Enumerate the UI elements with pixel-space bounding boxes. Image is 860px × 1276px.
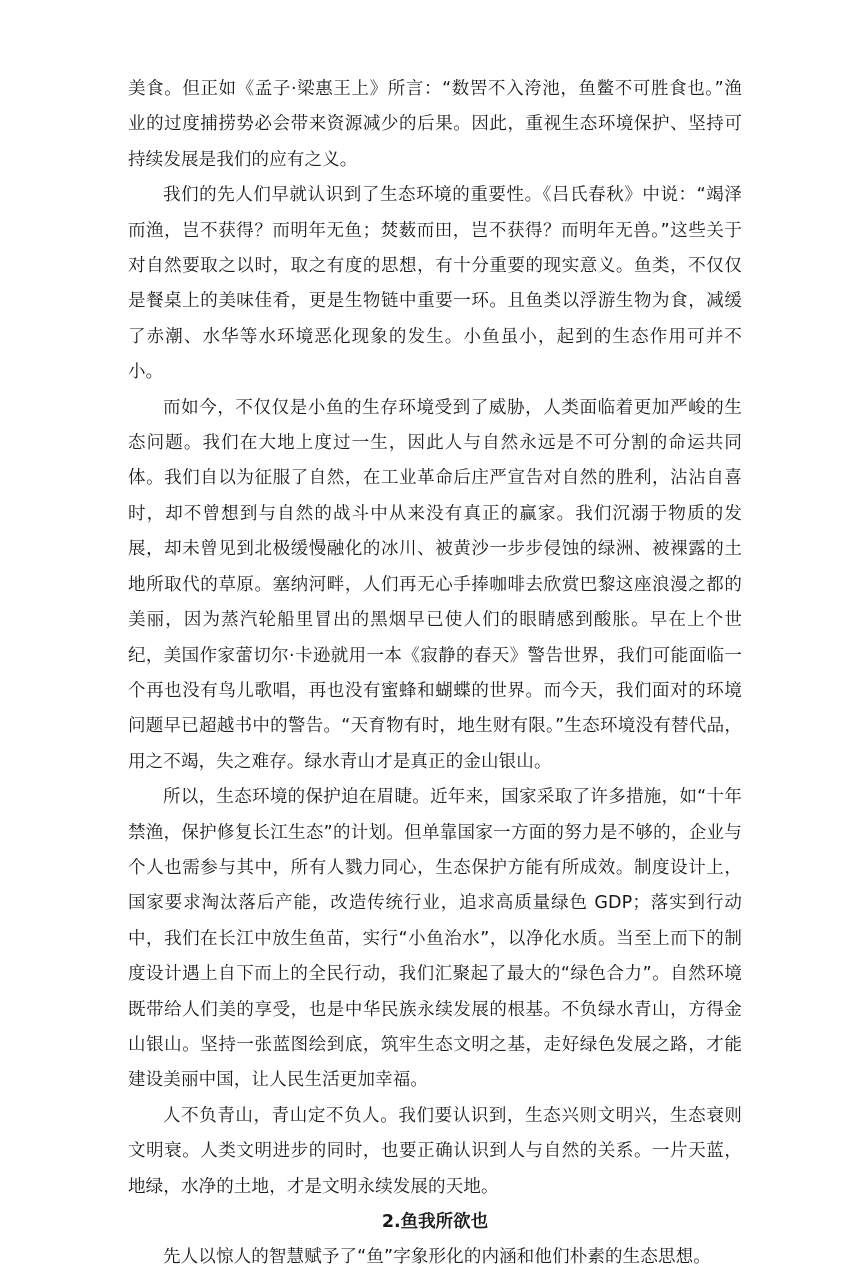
- paragraph-modern-crisis: 而如今，不仅仅是小鱼的生存环境受到了威胁，人类面临着更加严峻的生态问题。我们在大地上度过一生，因此人与自然永远是不可分割的命运共同体。我们自以为征服了自然，在工业革命后庄严宣告对自然的胜利，沾沾自喜时，却不曾想到与自然的战斗中从来没有真正的赢家。我们沉溺于物质的发展，却未曾见到北极缓慢融化的冰川、被黄沙一步步侵蚀的绿洲、被裸露的土地所取代的草原。塞纳河畔，人们再无心手捧咖啡去欣赏巴黎这座浪漫之都的美丽，因为蒸汽轮船里冒出的黑烟早已使人们的眼睛感到酸胀。早在上个世纪，美国作家蕾切尔·卡逊就用一本《寂静的春天》警告世界，我们可能面临一个再也没有鸟儿歌唱，再也没有蜜蜂和蝴蝶的世界。而今天，我们面对的环境问题早已超越书中的警告。“天育物有时，地生财有限。”生态环境没有替代品，用之不竭，失之难存。绿水青山才是真正的金山银山。: [128, 397, 742, 772]
- paragraph-protection-measures: 所以，生态环境的保护迫在眉睫。近年来，国家采取了许多措施，如“十年禁渔，保护修复长江生态”的计划。但单靠国家一方面的努力是不够的，企业与个人也需参与其中，所有人戮力同心，生态保护方能有所成效。制度设计上，国家要求淘汰落后产能，改造传统行业，追求高质量绿色 GDP；落实到行动中，我们在长江中放生鱼苗，实行“小鱼治水”，以净化水质。当至上而下的制度设计遇上自下而上的全民行动，我们汇聚起了最大的“绿色合力”。自然环境既带给人们美的享受，也是中华民族永续发展的根基。不负绿水青山，方得金山银山。坚持一张蓝图绘到底，筑牢生态文明之基，走好绿色发展之路，才能建设美丽中国，让人民生活更加幸福。: [128, 787, 742, 1091]
- section-heading: 2.鱼我所欲也: [381, 1212, 489, 1232]
- paragraph-section-intro: 先人以惊人的智慧赋予了“鱼”字象形化的内涵和他们朴素的生态思想。: [163, 1247, 711, 1268]
- paragraph-conclusion: 人不负青山，青山定不负人。我们要认识到，生态兴则文明兴，生态衰则文明衰。人类文明进步的同时，也要正确认识到人与自然的关系。一片天蓝，地绿，水净的土地，才是文明永续发展的天地。: [128, 1105, 742, 1197]
- paragraph-ancestors-awareness: 我们的先人们早就认识到了生态环境的重要性。《吕氏春秋》中说：“竭泽而渔，岂不获得？而明年无鱼；焚薮而田，岂不获得？而明年无兽。”这些关于对自然要取之以时，取之有度的思想，有十分重要的现实意义。鱼类，不仅仅是餐桌上的美味佳肴，更是生物链中重要一环。且鱼类以浮游生物为食，减缓了赤潮、水华等水环境恶化现象的发生。小鱼虽小，起到的生态作用可并不小。: [128, 185, 742, 383]
- paragraph-continuation: 美食。但正如《孟子·梁惠王上》所言：“数罟不入洿池，鱼鳖不可胜食也。”渔业的过度捕捞势必会带来资源减少的后果。因此，重视生态环境保护、坚持可持续发展是我们的应有之义。: [128, 79, 742, 170]
